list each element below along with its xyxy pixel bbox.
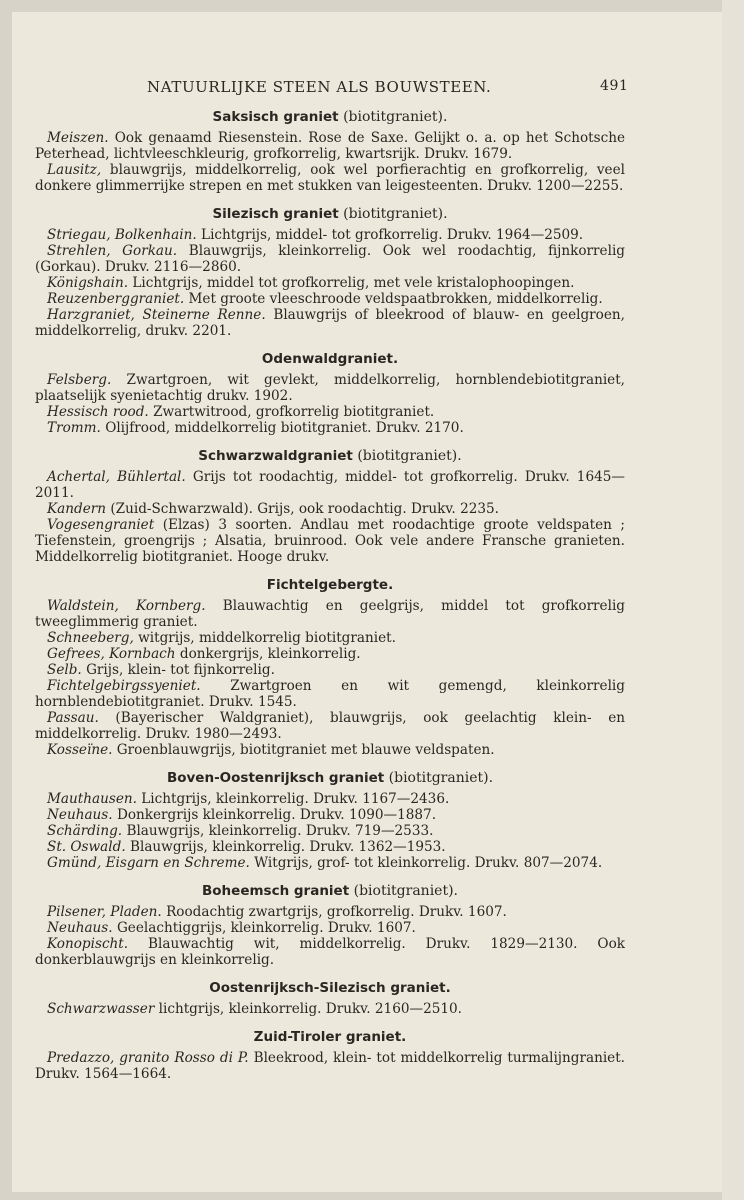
entry-place: Lausitz,: [47, 162, 102, 178]
entry: [35, 501, 625, 517]
section-heading-title: Boven-Oostenrijksch graniet: [166, 770, 385, 786]
section-heading: [35, 577, 625, 593]
section-heading-title: Boheemsch graniet: [201, 883, 350, 899]
entry-place: Striegau, Bolkenhain.: [47, 227, 197, 243]
section-heading-title: Odenwaldgraniet.: [261, 351, 399, 367]
section-heading-title: Saksisch graniet: [212, 109, 339, 125]
section-heading: [35, 351, 625, 367]
entry: [35, 227, 625, 243]
section: [35, 448, 625, 565]
section-heading: [35, 206, 625, 222]
entry-text: Witgrijs, grof- tot kleinkorrelig. Drukv. 807—2074.: [254, 855, 603, 871]
running-head: [0, 78, 744, 98]
entry: [35, 517, 625, 565]
entry-text: Blauwgrijs, kleinkorrelig. Drukv. 719—2533.: [126, 823, 434, 839]
entry-place: Harzgraniet, Steinerne Renne.: [47, 307, 266, 323]
entry-text: Zwartwitrood, grofkorrelig biotitgraniet.: [153, 404, 435, 420]
entry-text: Blauwgrijs of bleekrood of blauw- en geelgroen, middelkorrelig, drukv. 2201.: [35, 307, 625, 339]
section-heading-title: Silezisch graniet: [212, 206, 339, 222]
entry-place: Kosseïne.: [47, 742, 113, 758]
entry-text: witgrijs, middelkorrelig biotitgraniet.: [138, 630, 396, 646]
entry-place: Kandern: [47, 501, 107, 517]
entry-text: Grijs, klein- tot fijnkorrelig.: [86, 662, 275, 678]
entry-text: Blauwgrijs, kleinkorrelig. Ook wel roodachtig, fijnkorrelig (Gorkau). Drukv. 2116—2860.: [35, 243, 625, 275]
entry-text: Grijs tot roodachtig, middel- tot grofkorrelig. Drukv. 1645—2011.: [35, 469, 625, 501]
entry-text: lichtgrijs, kleinkorrelig. Drukv. 2160—2510.: [158, 1001, 462, 1017]
entry-text: (Zuid-Schwarzwald). Grijs, ook roodachtig. Drukv. 2235.: [110, 501, 499, 517]
entry: [35, 1050, 625, 1082]
entry: [35, 646, 625, 662]
entry-place: Reuzenberggraniet.: [47, 291, 185, 307]
entry: [35, 275, 625, 291]
entry-text: Blauwachtig en geelgrijs, middel tot grofkorrelig tweeglimmerig graniet.: [35, 598, 626, 630]
section-heading-sub: (biotitgraniet).: [343, 206, 448, 222]
entry: [35, 791, 625, 807]
entry-text: (Elzas) 3 soorten. Andlau met roodachtige groote veldspaten ; Tiefenstein, groengrijs ; Alsatia, bruinrood. Ook vele andere Fransche granieten. Middelkorrelig biotitgraniet. Hooge drukv.: [35, 517, 625, 565]
entry-text: Lichtgrijs, kleinkorrelig. Drukv. 1167—2436.: [141, 791, 450, 807]
section: [35, 1029, 625, 1082]
running-head-title: NATUURLIJKE STEEN ALS BOUWSTEEN.: [147, 78, 492, 96]
entry-place: Neuhaus.: [47, 807, 113, 823]
section: [35, 351, 625, 436]
section: [35, 109, 625, 194]
entry-place: Meiszen.: [47, 130, 109, 146]
section: [35, 980, 625, 1017]
entry: [35, 598, 625, 630]
section-heading-title: Fichtelgebergte.: [266, 577, 394, 593]
entry-place: Tromm.: [47, 420, 101, 436]
entry-place: St. Oswald.: [47, 839, 126, 855]
entry-place: Schneeberg,: [47, 630, 134, 646]
entry-text: (Bayerischer Waldgraniet), blauwgrijs, ook geelachtig klein- en middelkorrelig. Drukv. 1980—2493.: [35, 710, 625, 742]
section-heading-title: Oostenrijksch-Silezisch graniet.: [209, 980, 451, 996]
page-body: [35, 102, 625, 1094]
entry: [35, 823, 625, 839]
entry-place: Pilsener, Pladen.: [47, 904, 162, 920]
entry: [35, 291, 625, 307]
entry-text: Lichtgrijs, middel tot grofkorrelig, met vele kristalophoopingen.: [132, 275, 575, 291]
entry-place: Selb.: [47, 662, 82, 678]
entry-text: Ook genaamd Riesenstein. Rose de Saxe. Gelijkt o. a. op het Schotsche Peterhead, lichtvleeschkleurig, grofkorrelig, kwartsrijk. Drukv. 1679.: [35, 130, 626, 162]
entry: [35, 855, 625, 871]
section-heading: [35, 883, 625, 899]
entry-place: Felsberg.: [47, 372, 112, 388]
entry: [35, 404, 625, 420]
section-heading-sub: (biotitgraniet).: [357, 448, 462, 464]
section-heading: [35, 1029, 625, 1045]
section-heading: [35, 770, 625, 786]
entry-text: Roodachtig zwartgrijs, grofkorrelig. Drukv. 1607.: [166, 904, 507, 920]
entry: [35, 1001, 625, 1017]
entry-place: Waldstein, Kornberg.: [47, 598, 206, 614]
section-heading-title: Schwarzwaldgraniet: [198, 448, 353, 464]
entry: [35, 839, 625, 855]
entry-place: Predazzo, granito Rosso di P.: [47, 1050, 249, 1066]
entry-place: Schärding.: [47, 823, 123, 839]
entry-text: Blauwachtig wit, middelkorrelig. Drukv. 1829—2130. Ook donkerblauwgrijs en kleinkorrelig.: [35, 936, 625, 968]
entry-place: Gmünd, Eisgarn en Schreme.: [47, 855, 250, 871]
entry: [35, 469, 625, 501]
entry-text: Zwartgroen, wit gevlekt, middelkorrelig, hornblendebiotitgraniet, plaatselijk syenietachtig drukv. 1902.: [35, 372, 625, 404]
section-heading-sub: (biotitgraniet).: [388, 770, 494, 786]
entry-text: Donkergrijs kleinkorrelig. Drukv. 1090—1887.: [116, 807, 437, 823]
entry-text: Lichtgrijs, middel- tot grofkorrelig. Drukv. 1964—2509.: [201, 227, 584, 243]
entry: [35, 130, 625, 162]
entry: [35, 904, 625, 920]
entry-place: Hessisch rood.: [47, 404, 149, 420]
entry-text: Groenblauwgrijs, biotitgraniet met blauwe veldspaten.: [116, 742, 495, 758]
entry-place: Gefrees, Kornbach: [47, 646, 176, 662]
entry-text: Geelachtiggrijs, kleinkorrelig. Drukv. 1607.: [116, 920, 416, 936]
section-heading: [35, 448, 625, 464]
entry: [35, 372, 625, 404]
entry-place: Königshain.: [47, 275, 129, 291]
entry-text: donkergrijs, kleinkorrelig.: [179, 646, 361, 662]
section-heading: [35, 109, 625, 125]
entry: [35, 662, 625, 678]
page-edge: [722, 0, 744, 1200]
entry-text: Zwartgroen en wit gemengd, kleinkorrelig hornblendebiotitgraniet. Drukv. 1545.: [35, 678, 625, 710]
entry: [35, 710, 625, 742]
entry-place: Passau.: [47, 710, 99, 726]
section: [35, 577, 625, 758]
entry-place: Schwarzwasser: [47, 1001, 155, 1017]
entry: [35, 678, 625, 710]
entry: [35, 742, 625, 758]
entry: [35, 162, 625, 194]
entry-place: Neuhaus.: [47, 920, 113, 936]
entry-place: Mauthausen.: [47, 791, 137, 807]
entry-place: Fichtelgebirgssyeniet.: [47, 678, 201, 694]
entry: [35, 420, 625, 436]
entry: [35, 936, 625, 968]
entry-text: blauwgrijs, middelkorrelig, ook wel porfierachtig en grofkorrelig, veel donkere glimmerrijke strepen en met stukken van leigesteenten. Drukv. 1200—2255.: [35, 162, 625, 194]
entry: [35, 920, 625, 936]
entry-text: Met groote vleeschroode veldspaatbrokken, middelkorrelig.: [188, 291, 603, 307]
section-heading-sub: (biotitgraniet).: [343, 109, 448, 125]
entry-place: Achertal, Bühlertal.: [47, 469, 186, 485]
entry-text: Bleekrood, klein- tot middelkorrelig turmalijngraniet. Drukv. 1564—1664.: [35, 1050, 625, 1082]
entry-place: Strehlen, Gorkau.: [47, 243, 178, 259]
entry: [35, 807, 625, 823]
section: [35, 206, 625, 339]
entry: [35, 307, 625, 339]
entry-text: Blauwgrijs, kleinkorrelig. Drukv. 1362—1953.: [129, 839, 446, 855]
section-heading: [35, 980, 625, 996]
section: [35, 770, 625, 871]
entry-text: Olijfrood, middelkorrelig biotitgraniet. Drukv. 2170.: [105, 420, 464, 436]
entry-place: Konopischt.: [47, 936, 129, 952]
section-heading-title: Zuid-Tiroler graniet.: [253, 1029, 407, 1045]
entry: [35, 630, 625, 646]
page-number: 491: [600, 78, 629, 94]
entry-place: Vogesengraniet: [47, 517, 155, 533]
section-heading-sub: (biotitgraniet).: [353, 883, 459, 899]
entry: [35, 243, 625, 275]
section: [35, 883, 625, 968]
